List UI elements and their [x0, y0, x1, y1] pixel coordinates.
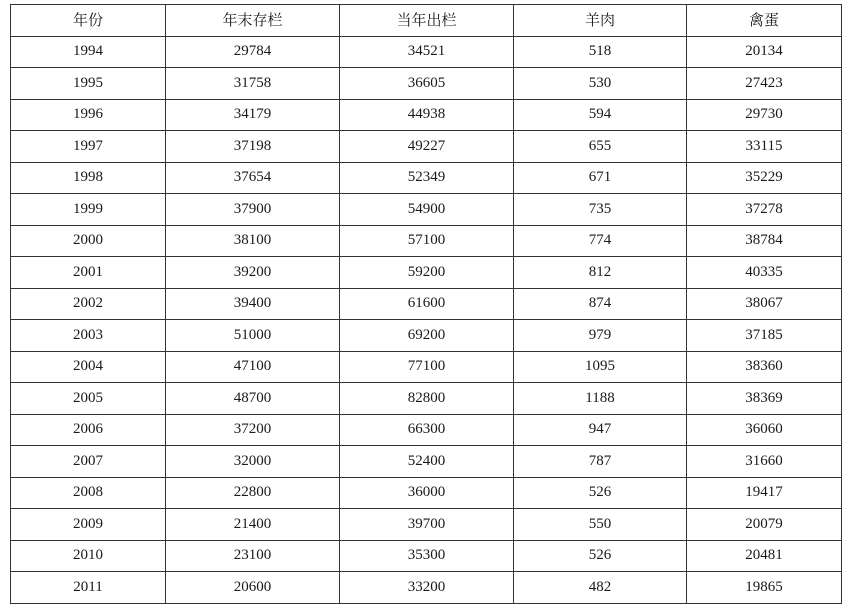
cell-annual-slaughter: 36605: [340, 68, 514, 100]
cell-eggs: 19417: [687, 477, 842, 509]
cell-year: 1998: [11, 162, 166, 194]
cell-eggs: 37278: [687, 194, 842, 226]
table-row: [11, 131, 842, 163]
cell-mutton: 947: [514, 414, 687, 446]
cell-annual-slaughter: 44938: [340, 99, 514, 131]
cell-year: 1996: [11, 99, 166, 131]
table-row: [11, 257, 842, 289]
cell-eggs: 38067: [687, 288, 842, 320]
cell-year-end-stock: 37198: [166, 131, 340, 163]
cell-annual-slaughter: 34521: [340, 36, 514, 68]
cell-annual-slaughter: 52349: [340, 162, 514, 194]
cell-year-end-stock: 38100: [166, 225, 340, 257]
cell-eggs: 37185: [687, 320, 842, 352]
cell-mutton: 774: [514, 225, 687, 257]
cell-year: 2011: [11, 572, 166, 604]
header-year: 年份: [11, 5, 166, 37]
table-row: [11, 477, 842, 509]
statistics-table: [10, 4, 842, 604]
cell-year: 2002: [11, 288, 166, 320]
cell-year-end-stock: 20600: [166, 572, 340, 604]
cell-year: 2006: [11, 414, 166, 446]
cell-year: 2000: [11, 225, 166, 257]
cell-mutton: 655: [514, 131, 687, 163]
cell-year: 2008: [11, 477, 166, 509]
cell-year-end-stock: 34179: [166, 99, 340, 131]
cell-eggs: 29730: [687, 99, 842, 131]
table-row: [11, 446, 842, 478]
cell-annual-slaughter: 82800: [340, 383, 514, 415]
table-row: [11, 288, 842, 320]
cell-year-end-stock: 37654: [166, 162, 340, 194]
cell-eggs: 40335: [687, 257, 842, 289]
document-page: [10, 4, 842, 604]
cell-eggs: 36060: [687, 414, 842, 446]
cell-eggs: 31660: [687, 446, 842, 478]
cell-year-end-stock: 22800: [166, 477, 340, 509]
table-row: [11, 225, 842, 257]
cell-annual-slaughter: 69200: [340, 320, 514, 352]
cell-eggs: 27423: [687, 68, 842, 100]
cell-year-end-stock: 48700: [166, 383, 340, 415]
cell-mutton: 526: [514, 540, 687, 572]
cell-mutton: 979: [514, 320, 687, 352]
cell-mutton: 1188: [514, 383, 687, 415]
cell-annual-slaughter: 49227: [340, 131, 514, 163]
cell-year-end-stock: 23100: [166, 540, 340, 572]
cell-eggs: 20481: [687, 540, 842, 572]
cell-eggs: 38369: [687, 383, 842, 415]
cell-annual-slaughter: 77100: [340, 351, 514, 383]
header-eggs: 禽蛋: [687, 5, 842, 37]
cell-mutton: 530: [514, 68, 687, 100]
table-row: [11, 194, 842, 226]
table-row: [11, 572, 842, 604]
cell-year: 2009: [11, 509, 166, 541]
cell-eggs: 38360: [687, 351, 842, 383]
table-row: [11, 162, 842, 194]
cell-year: 1999: [11, 194, 166, 226]
table-row: [11, 68, 842, 100]
cell-year-end-stock: 39400: [166, 288, 340, 320]
cell-year: 2004: [11, 351, 166, 383]
cell-eggs: 19865: [687, 572, 842, 604]
cell-year-end-stock: 47100: [166, 351, 340, 383]
cell-year: 2003: [11, 320, 166, 352]
cell-annual-slaughter: 57100: [340, 225, 514, 257]
cell-mutton: 1095: [514, 351, 687, 383]
table-row: [11, 99, 842, 131]
cell-year: 1994: [11, 36, 166, 68]
cell-year-end-stock: 31758: [166, 68, 340, 100]
cell-year: 2005: [11, 383, 166, 415]
cell-year-end-stock: 39200: [166, 257, 340, 289]
header-mutton: 羊肉: [514, 5, 687, 37]
cell-mutton: 812: [514, 257, 687, 289]
table-body: [11, 36, 842, 603]
cell-annual-slaughter: 39700: [340, 509, 514, 541]
cell-mutton: 787: [514, 446, 687, 478]
cell-eggs: 20134: [687, 36, 842, 68]
table-row: [11, 383, 842, 415]
header-annual-slaughter: 当年出栏: [340, 5, 514, 37]
cell-eggs: 20079: [687, 509, 842, 541]
cell-mutton: 518: [514, 36, 687, 68]
cell-mutton: 526: [514, 477, 687, 509]
cell-annual-slaughter: 33200: [340, 572, 514, 604]
table-row: [11, 351, 842, 383]
cell-mutton: 671: [514, 162, 687, 194]
cell-mutton: 550: [514, 509, 687, 541]
cell-year: 2001: [11, 257, 166, 289]
cell-mutton: 482: [514, 572, 687, 604]
cell-year: 1995: [11, 68, 166, 100]
cell-annual-slaughter: 61600: [340, 288, 514, 320]
table-row: [11, 320, 842, 352]
table-row: [11, 36, 842, 68]
cell-year: 2010: [11, 540, 166, 572]
cell-eggs: 35229: [687, 162, 842, 194]
cell-annual-slaughter: 52400: [340, 446, 514, 478]
table-header: [11, 5, 842, 37]
cell-year-end-stock: 37200: [166, 414, 340, 446]
cell-year: 1997: [11, 131, 166, 163]
cell-mutton: 735: [514, 194, 687, 226]
table-row: [11, 540, 842, 572]
cell-year-end-stock: 21400: [166, 509, 340, 541]
cell-mutton: 874: [514, 288, 687, 320]
cell-eggs: 33115: [687, 131, 842, 163]
header-year-end-stock: 年末存栏: [166, 5, 340, 37]
cell-year-end-stock: 32000: [166, 446, 340, 478]
cell-mutton: 594: [514, 99, 687, 131]
table-row: [11, 414, 842, 446]
header-row: [11, 5, 842, 37]
cell-annual-slaughter: 66300: [340, 414, 514, 446]
cell-eggs: 38784: [687, 225, 842, 257]
table-row: [11, 509, 842, 541]
cell-year-end-stock: 29784: [166, 36, 340, 68]
cell-year-end-stock: 51000: [166, 320, 340, 352]
cell-annual-slaughter: 54900: [340, 194, 514, 226]
cell-annual-slaughter: 35300: [340, 540, 514, 572]
cell-year-end-stock: 37900: [166, 194, 340, 226]
cell-year: 2007: [11, 446, 166, 478]
cell-annual-slaughter: 59200: [340, 257, 514, 289]
cell-annual-slaughter: 36000: [340, 477, 514, 509]
